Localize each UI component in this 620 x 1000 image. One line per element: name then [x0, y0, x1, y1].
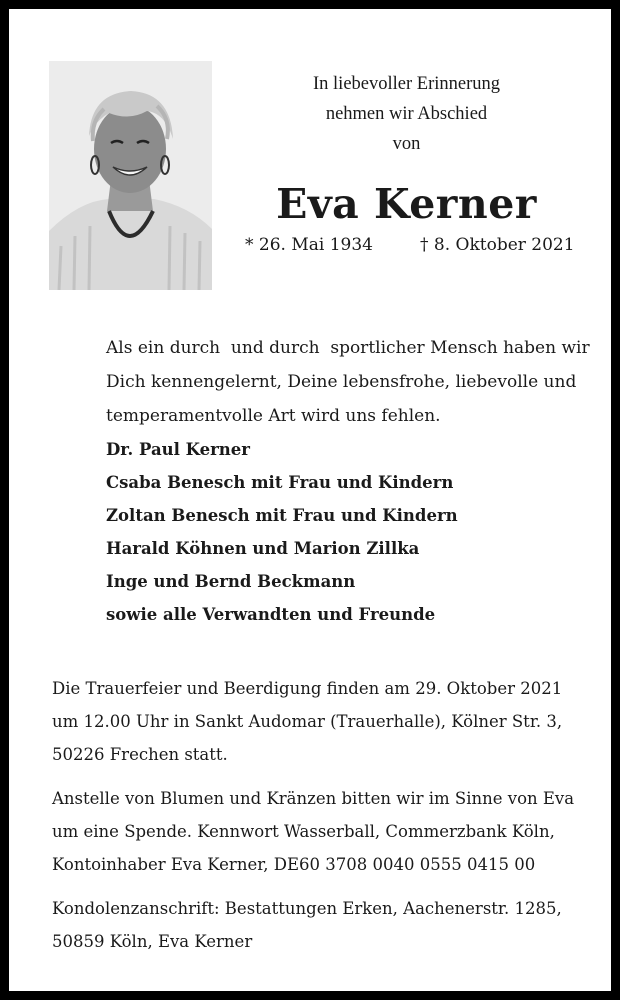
intro-line: In liebevoller Erinnerung — [313, 74, 500, 94]
mourner-name: Harald Köhnen und Marion Zillka — [106, 539, 420, 558]
intro-text — [259, 69, 554, 159]
donation-line: um eine Spende. Kennwort Wasserball, Commerzbank Köln, — [52, 822, 555, 841]
portrait-photo — [49, 61, 212, 290]
condolence-address — [52, 892, 597, 958]
message-line: temperamentvolle Art wird uns fehlen. — [106, 406, 441, 426]
donation-line: Kontoinhaber Eva Kerner, DE60 3708 0040 0555 0415 00 — [52, 855, 536, 874]
funeral-details — [52, 672, 597, 771]
donation-request — [52, 782, 597, 881]
condolence-line: 50859 Köln, Eva Kerner — [52, 932, 253, 951]
mourner-name: Zoltan Benesch mit Frau und Kindern — [106, 506, 458, 525]
funeral-line: um 12.00 Uhr in Sankt Audomar (Trauerhalle), Kölner Str. 3, — [52, 712, 563, 731]
mourner-name: sowie alle Verwandten und Freunde — [106, 605, 436, 624]
deceased-name: Eva Kerner — [276, 180, 537, 228]
message-line: Als ein durch und durch sportlicher Mensch haben wir — [106, 338, 590, 358]
intro-line: von — [392, 134, 421, 154]
mourner-name: Inge und Bernd Beckmann — [106, 572, 356, 591]
birth-date: * 26. Mai 1934 — [245, 235, 373, 255]
death-date: † 8. Oktober 2021 — [420, 235, 575, 255]
memorial-message — [106, 331, 596, 433]
intro-line: nehmen wir Abschied — [325, 104, 488, 124]
message-line: Dich kennengelernt, Deine lebensfrohe, liebevolle und — [106, 372, 577, 392]
portrait-illustration — [49, 61, 212, 290]
mourners-list — [106, 433, 596, 631]
donation-line: Anstelle von Blumen und Kränzen bitten wir im Sinne von Eva — [52, 789, 575, 808]
condolence-line: Kondolenzanschrift: Bestattungen Erken, Aachenerstr. 1285, — [52, 899, 562, 918]
funeral-line: Die Trauerfeier und Beerdigung finden am 29. Oktober 2021 — [52, 679, 563, 698]
mourner-name: Csaba Benesch mit Frau und Kindern — [106, 473, 454, 492]
mourner-name: Dr. Paul Kerner — [106, 440, 250, 459]
funeral-line: 50226 Frechen statt. — [52, 745, 228, 764]
